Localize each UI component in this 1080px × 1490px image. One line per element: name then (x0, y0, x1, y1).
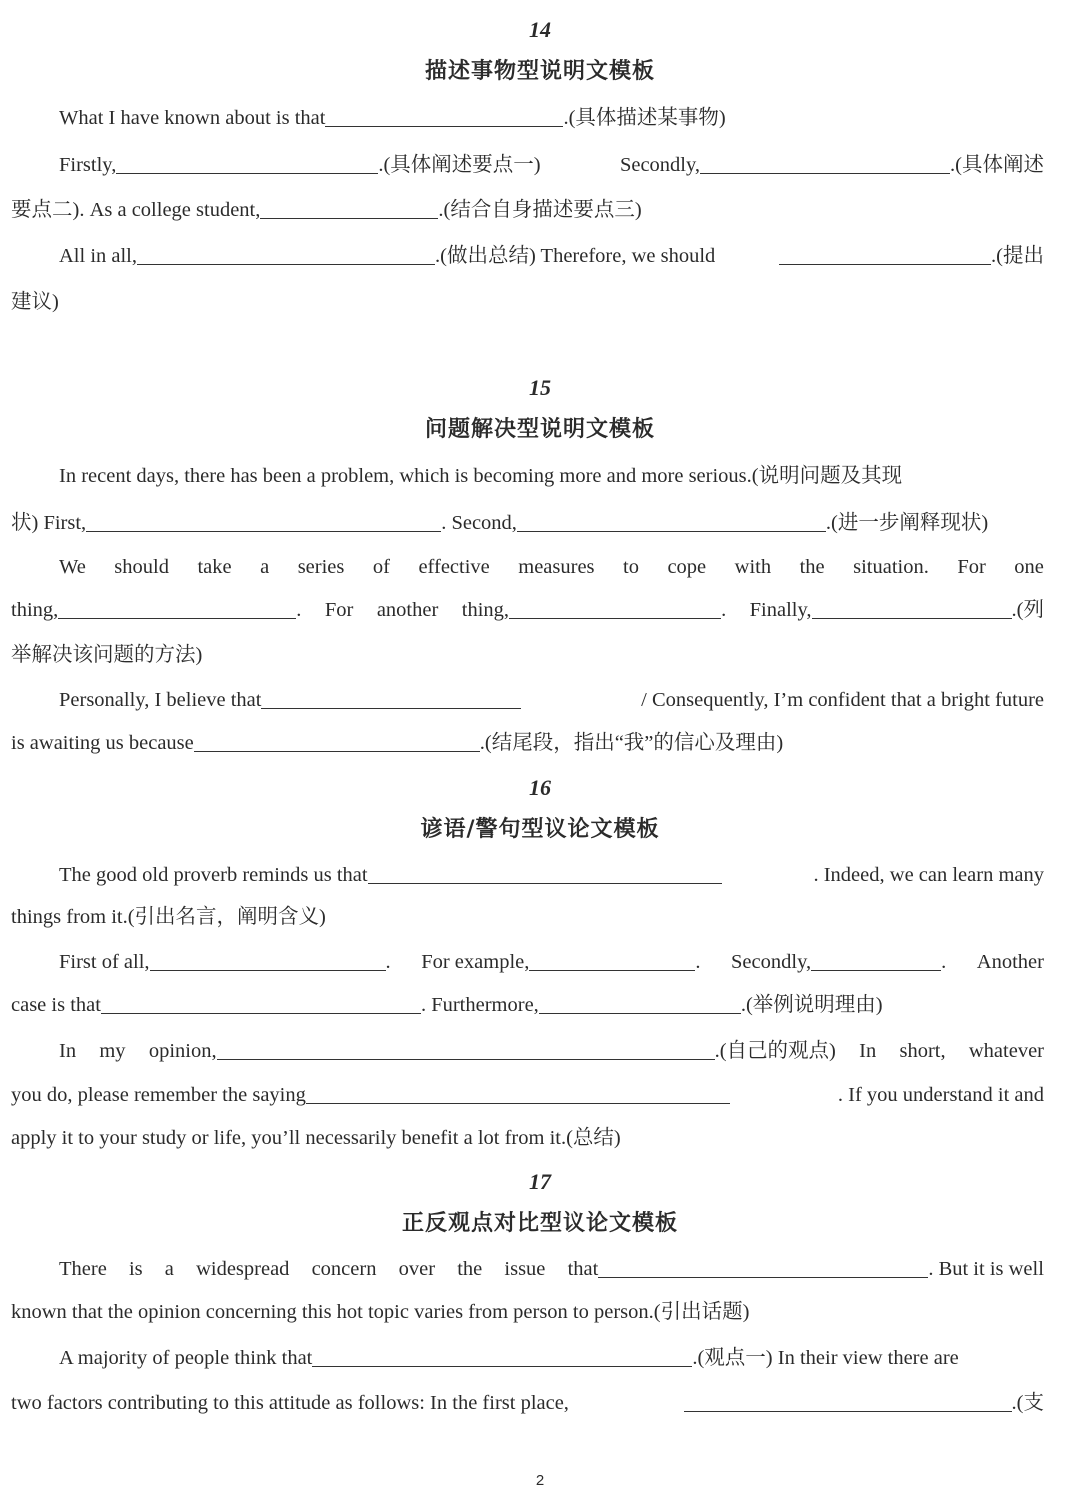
text-line: The good old proverb reminds us that . Indeed, we can learn many (59, 864, 1044, 886)
text-line: We should take a series of effective measures to cope with the situation. For one (59, 556, 1044, 578)
text-line: 建议) (11, 291, 59, 313)
text-line: 要点二). As a college student, .(结合自身描述要点三) (11, 199, 642, 221)
section-number: 16 (529, 775, 551, 800)
fill-blank[interactable] (684, 1391, 1012, 1412)
fill-blank[interactable] (700, 153, 950, 174)
fill-blank[interactable] (509, 598, 721, 619)
section-title: 问题解决型说明文模板 (424, 417, 655, 442)
section-number: 14 (529, 17, 551, 42)
text-line: things from it.(引出名言，阐明含义) (11, 906, 326, 928)
fill-blank[interactable] (517, 511, 826, 532)
text-line: Firstly, .(具体阐述要点一) Secondly, .(具体阐述 (59, 154, 1044, 176)
fill-blank[interactable] (101, 993, 421, 1014)
text-line: First of all, . For example, . Secondly, . Another (59, 951, 1044, 973)
text-line: There is a widespread concern over the issue that . But it is well (59, 1258, 1044, 1280)
text-line: What I have known about is that .(具体描述某事物) (59, 107, 726, 129)
fill-blank[interactable] (261, 688, 521, 709)
fill-blank[interactable] (368, 863, 722, 884)
text-line: known that the opinion concerning this hot topic varies from person to person.(引出话题) (11, 1301, 750, 1323)
text-line: In my opinion, .(自己的观点) In short, whatever (59, 1040, 1044, 1062)
section-title: 谚语/警句型议论文模板 (420, 817, 660, 842)
fill-blank[interactable] (312, 1346, 692, 1367)
section-number: 15 (529, 375, 551, 400)
text-line: you do, please remember the saying . If you understand it and (11, 1084, 1044, 1106)
text-line: apply it to your study or life, you’ll necessarily benefit a lot from it.(总结) (11, 1127, 621, 1149)
page-number: 2 (535, 1472, 545, 1489)
fill-blank[interactable] (598, 1257, 928, 1278)
text-line: 举解决该问题的方法) (11, 644, 203, 666)
fill-blank[interactable] (529, 950, 695, 971)
fill-blank[interactable] (539, 993, 741, 1014)
section-title: 正反观点对比型议论文模板 (401, 1211, 678, 1236)
fill-blank[interactable] (86, 511, 441, 532)
fill-blank[interactable] (779, 244, 991, 265)
fill-blank[interactable] (811, 950, 941, 971)
fill-blank[interactable] (116, 153, 378, 174)
text-line: All in all, .(做出总结) Therefore, we should .(提出 (59, 245, 1044, 267)
fill-blank[interactable] (137, 244, 435, 265)
section-number: 17 (529, 1169, 551, 1194)
text-line: Personally, I believe that / Consequently, I’m confident that a bright future (59, 689, 1044, 711)
fill-blank[interactable] (306, 1083, 730, 1104)
text-line: case is that . Furthermore, .(举例说明理由) (11, 994, 883, 1016)
fill-blank[interactable] (260, 198, 438, 219)
text-line: thing, . For another thing, . Finally, .(列 (11, 599, 1044, 621)
text-line: is awaiting us because .(结尾段，指出“我”的信心及理由) (11, 732, 784, 754)
fill-blank[interactable] (58, 598, 296, 619)
fill-blank[interactable] (812, 598, 1012, 619)
section-title: 描述事物型说明文模板 (424, 59, 655, 84)
fill-blank[interactable] (194, 731, 480, 752)
text-line: two factors contributing to this attitude as follows: In the first place, .(支 (11, 1392, 1044, 1414)
text-line: A majority of people think that .(观点一) In their view there are (59, 1347, 959, 1369)
text-line: 状) First, . Second, .(进一步阐释现状) (11, 512, 989, 534)
fill-blank[interactable] (150, 950, 386, 971)
text-line: In recent days, there has been a problem, which is becoming more and more serious.(说明问题及其现 (59, 465, 903, 487)
fill-blank[interactable] (217, 1039, 715, 1060)
fill-blank[interactable] (325, 106, 563, 127)
